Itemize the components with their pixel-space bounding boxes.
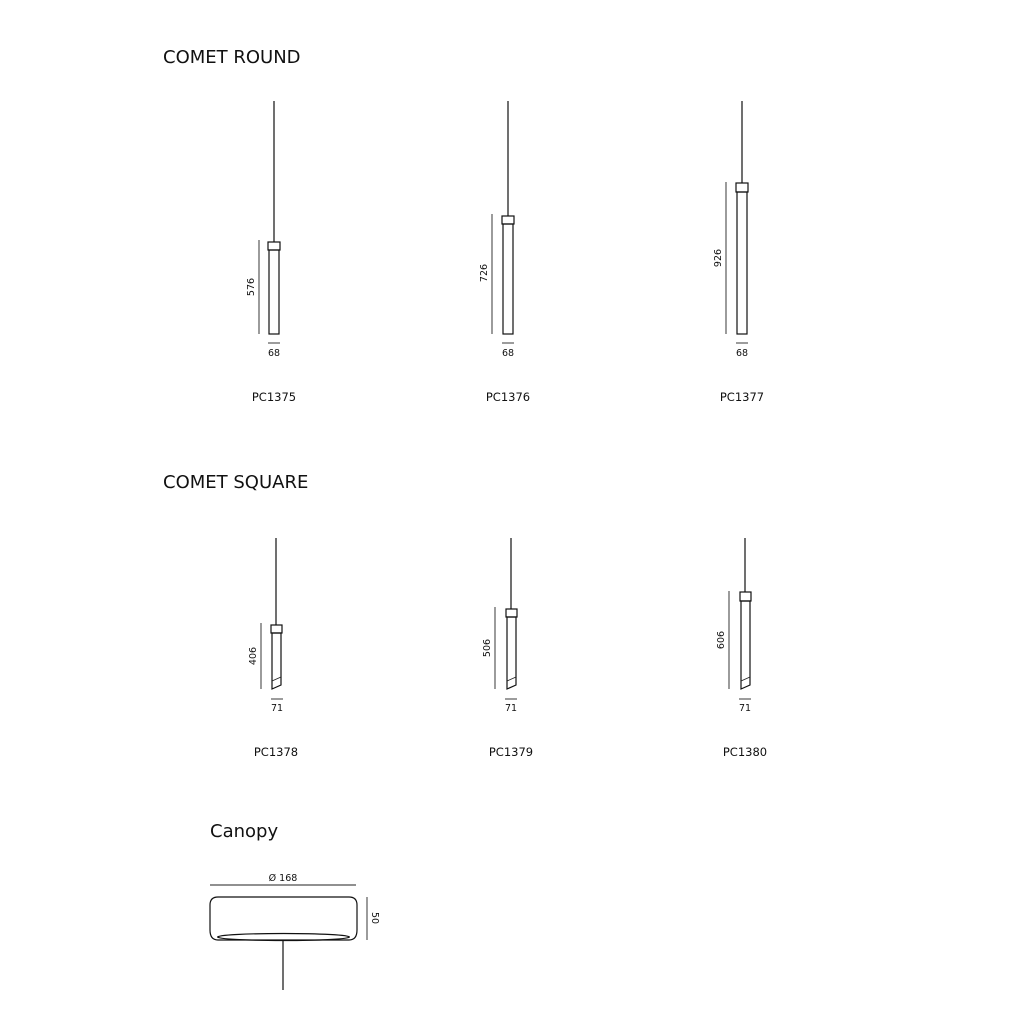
pendant-cap [736,183,748,192]
comet-square-title: COMET SQUARE [163,472,309,493]
canopy-drawing [210,873,380,990]
pendant-cap [506,609,517,617]
pendant-square-pc1379 [482,538,533,759]
pendant-tube [269,250,279,334]
height-label: 50 [369,911,380,925]
width-label: 71 [504,703,518,714]
prism-bevel [507,677,516,681]
pendant-round-pc1376 [479,101,530,404]
pendant-round-pc1377 [713,101,764,404]
pendant-round-pc1375 [246,101,296,404]
pendant-cap [271,625,282,633]
prism-bevel [272,677,281,681]
height-label: 606 [716,630,727,650]
width-label: 68 [501,348,515,359]
pendant-tube [503,224,513,334]
width-label: 68 [267,348,281,359]
width-label: 71 [738,703,752,714]
pendant-cap [268,242,280,250]
height-label: 406 [248,646,259,666]
pendant-cap [502,216,514,224]
width-label: 68 [735,348,749,359]
pendant-tube [737,192,747,334]
model-number: PC1375 [251,390,297,404]
prism-bevel [741,677,750,681]
pendant-square-pc1378 [248,538,298,759]
pendant-prism [507,617,516,689]
pendant-square-pc1380 [716,538,767,759]
model-number: PC1377 [719,390,765,404]
model-number: PC1376 [485,390,531,404]
width-label: 71 [270,703,284,714]
height-label: 926 [713,248,724,268]
comet-round-title: COMET ROUND [163,47,301,68]
model-number: PC1378 [253,745,299,759]
model-number: PC1380 [722,745,768,759]
height-label: 506 [482,638,493,658]
canopy-title: Canopy [210,821,279,842]
model-number: PC1379 [488,745,534,759]
diameter-label: Ø 168 [268,873,298,884]
pendant-prism [741,601,750,689]
pendant-cap [740,592,751,601]
height-label: 726 [479,263,490,283]
height-label: 576 [246,277,257,297]
